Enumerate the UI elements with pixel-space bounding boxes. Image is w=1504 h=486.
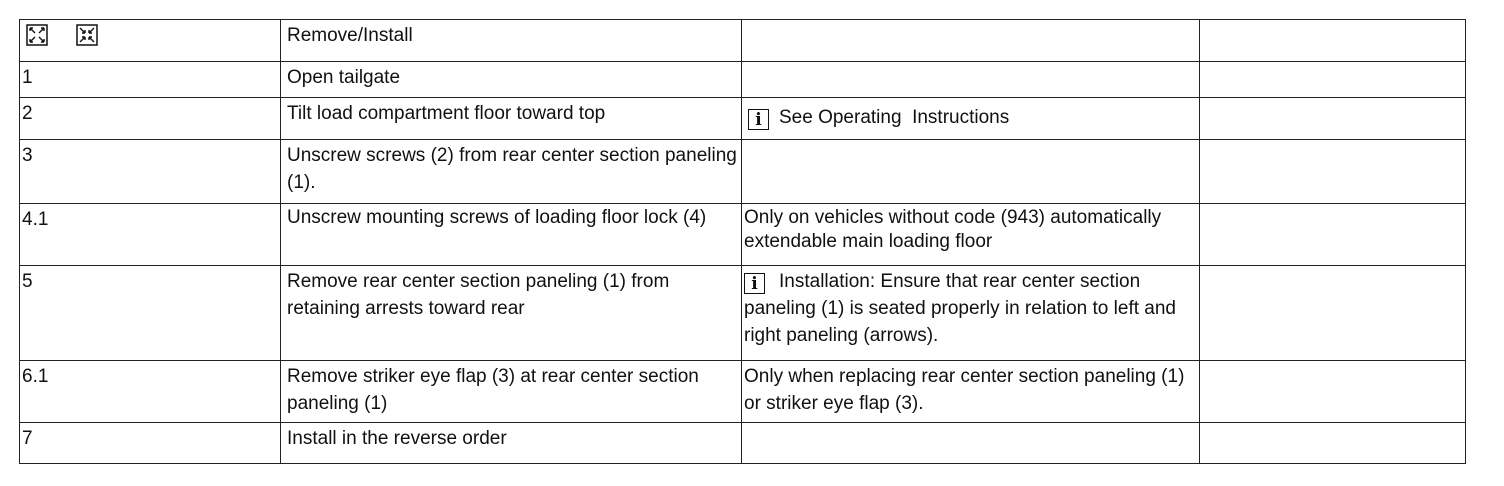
step-number-cell bbox=[20, 204, 281, 266]
step-number: 1 bbox=[22, 67, 33, 88]
table-row bbox=[20, 98, 1466, 140]
step-number: 3 bbox=[22, 145, 33, 166]
info-icon: i bbox=[748, 109, 769, 130]
note-text: Installation: Ensure that rear center section paneling (1) is seated properly in relation to left and right paneling (arrows). bbox=[744, 271, 1176, 346]
note-text: Only on vehicles without code (943) automatically extendable main loading floor bbox=[744, 207, 1162, 252]
extra-cell bbox=[1200, 140, 1466, 204]
action-cell bbox=[281, 361, 742, 423]
action-text: Unscrew mounting screws of loading floor lock (4) bbox=[287, 207, 707, 228]
note-text: Only when replacing rear center section paneling (1) or striker eye flap (3). bbox=[744, 366, 1185, 414]
action-text: Install in the reverse order bbox=[287, 428, 507, 449]
note-cell bbox=[742, 62, 1200, 98]
step-number: 5 bbox=[22, 271, 33, 292]
header-row bbox=[20, 20, 1466, 62]
step-number-cell bbox=[20, 62, 281, 98]
note-text: See Operating Instructions bbox=[779, 107, 1010, 128]
step-number-cell bbox=[20, 140, 281, 204]
table-row bbox=[20, 423, 1466, 464]
note-cell bbox=[742, 361, 1200, 423]
step-number: 6.1 bbox=[22, 366, 49, 387]
header-note-cell bbox=[742, 20, 1200, 62]
step-number: 4.1 bbox=[22, 209, 49, 230]
action-cell bbox=[281, 266, 742, 361]
action-cell bbox=[281, 423, 742, 464]
action-cell bbox=[281, 204, 742, 266]
action-text: Unscrew screws (2) from rear center section paneling (1). bbox=[287, 145, 737, 193]
table-row bbox=[20, 361, 1466, 423]
note-cell bbox=[742, 204, 1200, 266]
procedure-table bbox=[19, 19, 1466, 464]
note-cell bbox=[742, 140, 1200, 204]
note-cell bbox=[742, 266, 1200, 361]
install-icon bbox=[76, 24, 98, 46]
step-number-cell bbox=[20, 423, 281, 464]
info-icon: i bbox=[744, 273, 765, 294]
extra-cell bbox=[1200, 361, 1466, 423]
step-number-cell bbox=[20, 361, 281, 423]
header-title-cell bbox=[281, 20, 742, 62]
action-text: Remove striker eye flap (3) at rear center section paneling (1) bbox=[287, 366, 699, 414]
note-cell bbox=[742, 423, 1200, 464]
action-cell bbox=[281, 62, 742, 98]
extra-cell bbox=[1200, 204, 1466, 266]
step-number-cell bbox=[20, 98, 281, 140]
remove-icon bbox=[26, 24, 48, 46]
table-row bbox=[20, 204, 1466, 266]
step-number-cell bbox=[20, 266, 281, 361]
note-cell bbox=[742, 98, 1200, 140]
header-extra-cell bbox=[1200, 20, 1466, 62]
table-row bbox=[20, 62, 1466, 98]
action-text: Remove rear center section paneling (1) from retaining arrests toward rear bbox=[287, 271, 670, 319]
action-text: Open tailgate bbox=[287, 67, 401, 88]
icons-cell bbox=[20, 20, 281, 62]
action-text: Tilt load compartment floor toward top bbox=[287, 103, 606, 124]
action-cell bbox=[281, 98, 742, 140]
step-number: 2 bbox=[22, 103, 33, 124]
extra-cell bbox=[1200, 266, 1466, 361]
extra-cell bbox=[1200, 62, 1466, 98]
extra-cell bbox=[1200, 98, 1466, 140]
table-row bbox=[20, 140, 1466, 204]
step-number: 7 bbox=[22, 428, 33, 449]
extra-cell bbox=[1200, 423, 1466, 464]
table-row bbox=[20, 266, 1466, 361]
header-title: Remove/Install bbox=[287, 25, 413, 46]
action-cell bbox=[281, 140, 742, 204]
